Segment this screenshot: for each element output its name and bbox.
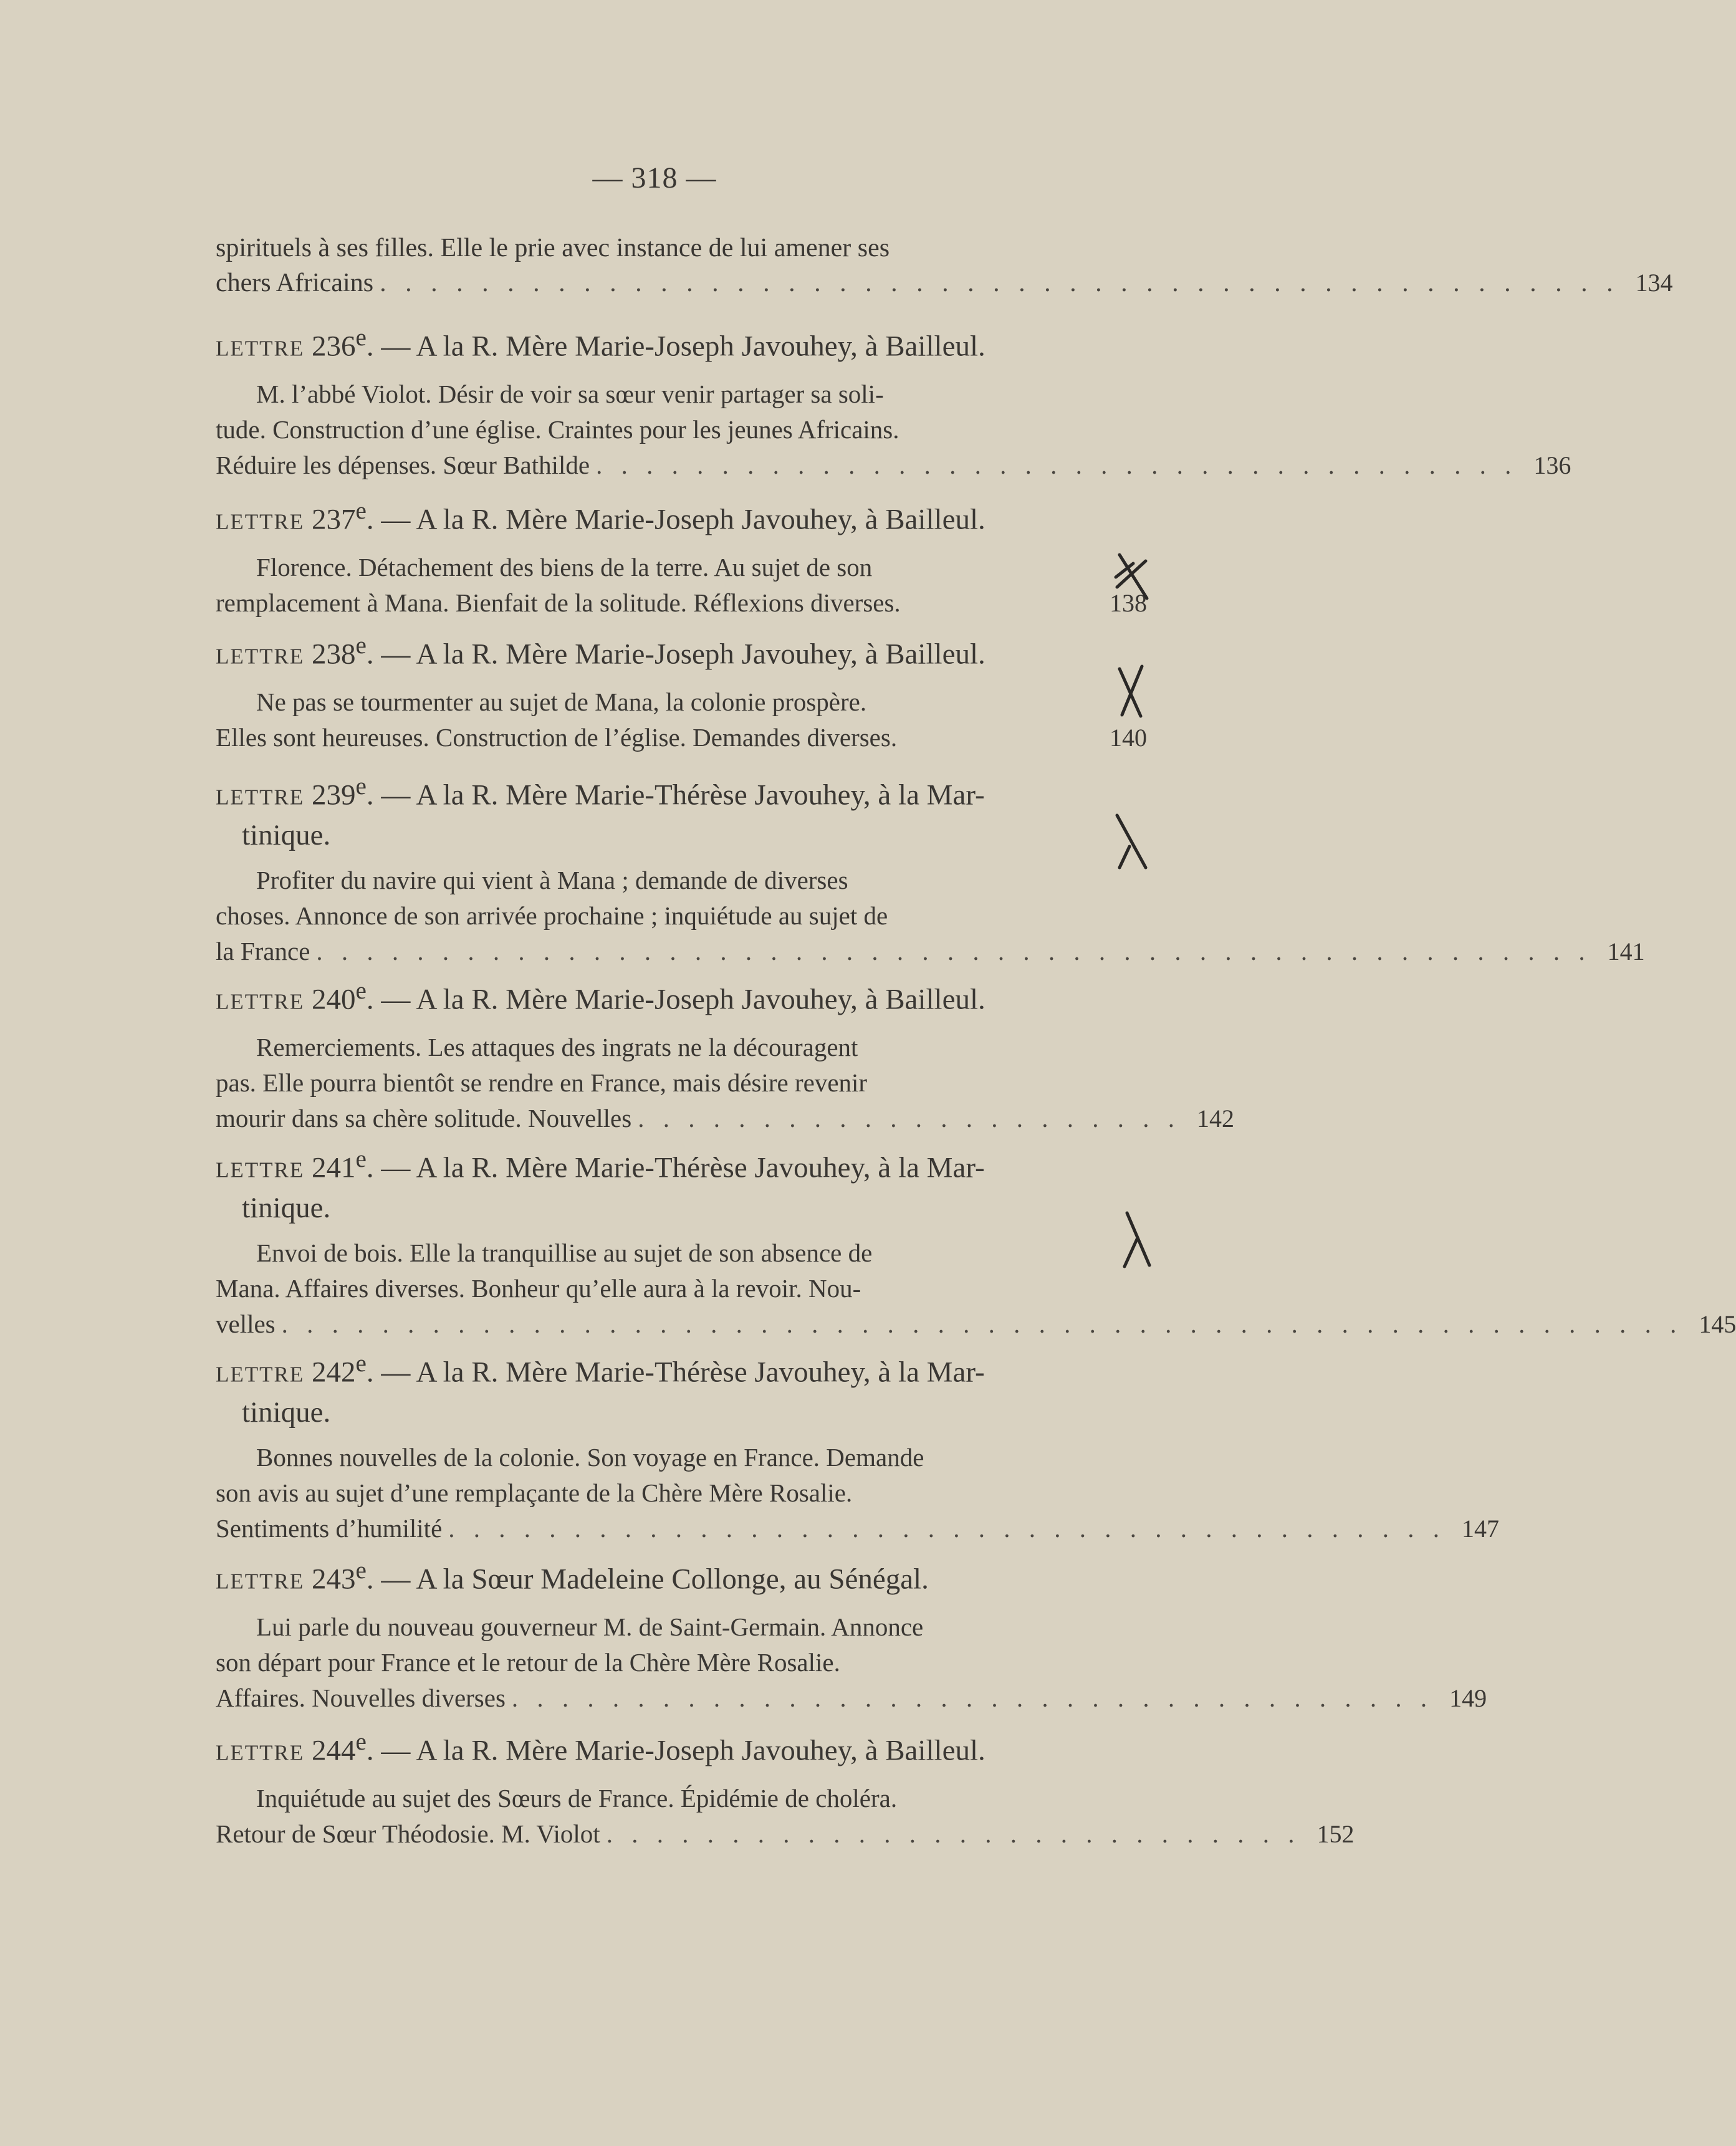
letter-number: 237 [312,503,356,536]
recipient: . — A la R. Mère Marie-Thérèse Javouhey, à la Mar- [366,1151,985,1184]
summary-line: la France [216,936,310,965]
toc-entry [216,1723,1355,1852]
recipient: . — A la R. Mère Marie-Joseph Javouhey, à Bailleul. [366,983,985,1016]
continuation-line: chers Africains [216,269,374,297]
entry-heading: LETTRE 244e. — A la R. Mère Marie-Joseph Javouhey, à Bailleul. [216,1728,985,1767]
entry-heading: LETTRE 240e. — A la R. Mère Marie-Joseph Javouhey, à Bailleul. [216,977,985,1016]
toc-entry [216,492,1147,621]
letter-number: 244 [312,1734,356,1767]
summary-line: Réduire les dépenses. Sœur Bathilde [216,450,590,479]
recipient: . — A la R. Mère Marie-Joseph Javouhey, à Bailleul. [366,330,985,363]
entry-summary: Envoi de bois. Elle la tranquillise au sujet de son absence de Mana. Affaires diverses. Bonheur qu’elle aura à la revoir. Nou- velles . . . . . . . . . . . . . . . . . . . . . . . . . . . . . . . . . . . . . . . . . . . . . . . . . . . . . . . . 145 [216,1235,1147,1342]
entry-heading: LETTRE 238e. — A la R. Mère Marie-Joseph Javouhey, à Bailleul. [216,632,985,671]
handwritten-x-mark-icon [1116,1209,1159,1272]
recipient: . — A la R. Mère Marie-Joseph Javouhey, à Bailleul. [366,1734,985,1767]
summary-line: choses. Annonce de son arrivée prochaine ; inquiétude au sujet de [216,901,888,930]
recipient: . — A la R. Mère Marie-Joseph Javouhey, à Bailleul. [366,503,985,536]
recipient-continued: tinique. [242,818,331,851]
summary-line: Inquiétude au sujet des Sœurs de France. Épidémie de choléra. [256,1783,898,1813]
toc-entry [216,972,1234,1136]
entry-summary: Profiter du navire qui vient à Mana ; demande de diverses choses. Annonce de son arrivée prochaine ; inquiétude au sujet de la France . . . . . . . . . . . . . . . . . . . . . . . . . . . . . . . . . . . . . . . . . . . . . . . . . . . 141 [216,863,1147,969]
page-ref: 142 [1196,1104,1234,1133]
summary-line: Elles sont heureuses. Construction de l’église. Demandes diverses. [216,722,898,752]
summary-line: Ne pas se tourmenter au sujet de Mana, la colonie prospère. [256,687,867,716]
entry-summary: Lui parle du nouveau gouverneur M. de Saint-Germain. Annonce son départ pour France et le retour de la Chère Mère Rosalie. Affaires. Nouvelles diverses . . . . . . . . . . . . . . . . . . . . . . . . . . . . . . . . . . . . . 149 [216,1609,1147,1716]
page-ref: 152 [1316,1819,1355,1848]
page-ref: 136 [1533,451,1571,479]
toc-entry [216,1141,1736,1342]
summary-line: velles [216,1309,276,1338]
summary-line: mourir dans sa chère solitude. Nouvelles [216,1103,632,1133]
entry-summary: Remerciements. Les attaques des ingrats ne la découragent pas. Elle pourra bientôt se rendre en France, mais désire revenir mourir dans sa chère solitude. Nouvelles . . . . . . . . . . . . . . . . . . . . . . 142 [216,1030,1147,1136]
entry-heading: LETTRE 239e. — A la R. Mère Marie-Thérèse Javouhey, à la Mar- [216,773,985,812]
toc-entry [216,319,1571,483]
lettre-label: LETTRE [216,336,305,361]
toc-entry [216,768,1645,969]
toc-entry [216,627,1147,755]
summary-line: Mana. Affaires diverses. Bonheur qu’elle aura à la revoir. Nou- [216,1273,861,1303]
letter-number: 238 [312,638,356,671]
letter-number: 243 [312,1563,356,1596]
recipient: . — A la R. Mère Marie-Thérèse Javouhey, à la Mar- [366,1356,985,1389]
lettre-label: LETTRE [216,1157,305,1182]
lettre-label: LETTRE [216,1569,305,1594]
summary-line: Florence. Détachement des biens de la terre. Au sujet de son [256,552,873,582]
page-number: — 318 — [592,161,717,194]
summary-line: tude. Construction d’une église. Craintes pour les jeunes Africains. [216,414,899,444]
lettre-label: LETTRE [216,1362,305,1387]
summary-line: son départ pour France et le retour de la Chère Mère Rosalie. [216,1647,840,1677]
summary-line: Sentiments d’humilité [216,1513,443,1543]
toc-entry [216,1345,1500,1546]
summary-line: Lui parle du nouveau gouverneur M. de Saint-Germain. Annonce [256,1612,924,1641]
summary-line: M. l’abbé Violot. Désir de voir sa sœur venir partager sa soli- [256,379,884,408]
page-ref: 138 [1110,588,1147,617]
page-ref: 147 [1462,1514,1500,1543]
summary-line: Affaires. Nouvelles diverses [216,1683,506,1712]
letter-number: 241 [312,1151,356,1184]
entry-summary: M. l’abbé Violot. Désir de voir sa sœur venir partager sa soli- tude. Construction d’une église. Craintes pour les jeunes Africains. Réduire les dépenses. Sœur Bathilde . . . . . . . . . . . . . . . . . . . . . . . . . . . . . . . . . . . . . 136 [216,376,1147,483]
toc-entry [216,1552,1487,1716]
letter-number: 242 [312,1356,356,1389]
lettre-label: LETTRE [216,989,305,1014]
page-ref: 141 [1607,937,1645,965]
page-ref: 134 [1635,269,1673,297]
recipient-continued: tinique. [242,1396,331,1429]
page-ref: 149 [1449,1684,1487,1712]
lettre-label: LETTRE [216,785,305,810]
summary-line: Profiter du navire qui vient à Mana ; demande de diverses [256,865,848,894]
summary-line: remplacement à Mana. Bienfait de la solitude. Réflexions diverses. [216,588,901,617]
entry-summary [216,550,1147,621]
continuation-block: spirituels à ses filles. Elle le prie avec instance de lui amener ses chers Africains . . . . . . . . . . . . . . . . . . . . . . . . . . . . . . . . . . . . . . . . . . . . . . . . . 134 [216,231,1147,300]
letter-number: 236 [312,330,356,363]
summary-line: Retour de Sœur Théodosie. M. Violot [216,1819,600,1848]
entry-heading: LETTRE 241e. — A la R. Mère Marie-Thérèse Javouhey, à la Mar- [216,1146,985,1184]
page-ref: 140 [1110,723,1147,752]
page-ref: 145 [1699,1310,1736,1338]
handwritten-x-mark-icon [1111,810,1154,873]
recipient: . — A la R. Mère Marie-Thérèse Javouhey, à la Mar- [366,778,985,812]
entry-summary: Bonnes nouvelles de la colonie. Son voyage en France. Demande son avis au sujet d’une remplaçante de la Chère Mère Rosalie. Sentiments d’humilité . . . . . . . . . . . . . . . . . . . . . . . . . . . . . . . . . . . . . . . . 147 [216,1440,1147,1546]
recipient-continued: tinique. [242,1191,331,1224]
lettre-label: LETTRE [216,1740,305,1765]
summary-line: Remerciements. Les attaques des ingrats ne la découragent [256,1032,858,1061]
entry-heading: LETTRE 242e. — A la R. Mère Marie-Thérèse Javouhey, à la Mar- [216,1350,985,1389]
entry-summary [216,684,1147,755]
summary-line: son avis au sujet d’une remplaçante de la Chère Mère Rosalie. [216,1478,853,1507]
letter-number: 239 [312,778,356,812]
summary-line: Envoi de bois. Elle la tranquillise au sujet de son absence de [256,1238,873,1267]
continuation-line: spirituels à ses filles. Elle le prie avec instance de lui amener ses [216,234,890,262]
recipient: . — A la R. Mère Marie-Joseph Javouhey, à Bailleul. [366,638,985,671]
lettre-label: LETTRE [216,509,305,534]
handwritten-x-mark-icon [1108,536,1158,605]
lettre-label: LETTRE [216,644,305,669]
summary-line: Bonnes nouvelles de la colonie. Son voyage en France. Demande [256,1442,924,1472]
recipient: . — A la Sœur Madeleine Collonge, au Sénégal. [366,1563,929,1596]
entry-summary: Inquiétude au sujet des Sœurs de France. Épidémie de choléra. Retour de Sœur Théodosie. M. Violot . . . . . . . . . . . . . . . . . . . . . . . . . . . . 152 [216,1781,1147,1852]
entry-heading: LETTRE 243e. — A la Sœur Madeleine Collonge, au Sénégal. [216,1557,929,1596]
letter-number: 240 [312,983,356,1016]
entry-heading: LETTRE 237e. — A la R. Mère Marie-Joseph Javouhey, à Bailleul. [216,497,985,536]
handwritten-x-mark-icon [1110,664,1153,720]
summary-line: pas. Elle pourra bientôt se rendre en France, mais désire revenir [216,1068,868,1097]
entry-heading: LETTRE 236e. — A la R. Mère Marie-Joseph Javouhey, à Bailleul. [216,324,985,363]
